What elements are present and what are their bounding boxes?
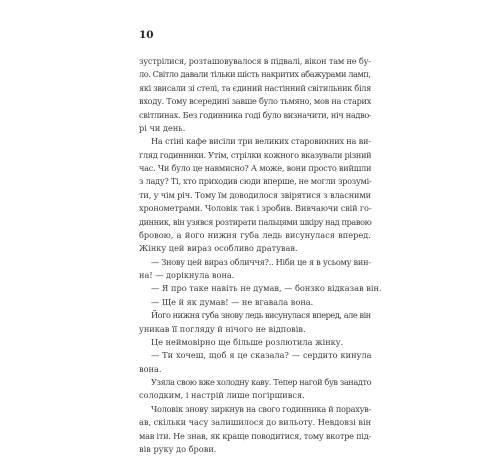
page-number: 10 — [139, 29, 154, 41]
text-line: час. Чи було це навмисно? А може, вони просто вийшли — [139, 163, 372, 173]
text-line: бровою, а його нижня губа ледь висунулася вперед. — [139, 229, 371, 240]
text-line: динник, він узявся розтирати пальцями шкіру над правою — [139, 216, 372, 227]
text-line: Його нижня губа знову ледь висунулася вперед, але він — [151, 310, 371, 321]
text-line: Жінку цей вираз особливо дратував. — [139, 243, 298, 254]
text-line: світлинах. Без годинника годі було визначити, ніч надво- — [139, 109, 372, 120]
text-line: — Ще й як думав! — не вгавала вона. — [151, 296, 314, 307]
text-line: ав, скільки часу залишилося до вильоту. Невдовзі він — [139, 417, 372, 428]
text-line: — Я про таке навіть не думав, — бонзко відказав він. — [151, 283, 382, 294]
text-line: — Ти хочеш, щоб я це сказала? — сердито кинула — [151, 350, 372, 361]
text-line: гляд годинники. Утім, стрілки кожного вказували різний — [139, 149, 372, 160]
text-line: — Знову цей вираз обличчя?.. Ніби це я в усьому вин- — [151, 256, 371, 267]
text-line: ло. Світло давали тільки шість накритих абажурами ламп, — [139, 69, 371, 80]
text-line: солодким, і настрій лише погіршився. — [139, 390, 305, 401]
text-line: на! — дорікнула вона. — [139, 270, 235, 280]
text-line: Це неймовірно ще більше розлютила жінку. — [151, 336, 344, 347]
text-line: Узяла свою вже холодну каву. Тепер нагой був занадто — [151, 377, 372, 387]
text-line: вона. — [139, 363, 162, 374]
text-line: На стіні кафе висіли три великих старовинних на ви- — [151, 136, 371, 147]
text-line: мав іти. Не знав, як краще поводитися, тому вкотре під- — [139, 430, 372, 441]
text-line: хронометрами. Чоловік так і зробив. Вивчаючи свій го- — [139, 203, 372, 214]
text-line: з ладу? Ті, хто приходив сюди вперше, не могли зрозумі- — [139, 176, 372, 187]
text-line: рі чи день. — [139, 122, 186, 133]
text-line: Чоловік знову зиркнув на свого годинника й порахув- — [151, 403, 371, 414]
text-line: входу. Тому всередині завше було тьмяно, мов на старих — [139, 96, 372, 107]
text-line: вів руку до брови. — [139, 443, 217, 454]
text-line: зустрілися, розташовувалося в підвалі, вікон там не бу- — [139, 56, 371, 66]
text-line: які звисали зі стелі, та єдиний настінний світильник біля — [139, 82, 372, 93]
text-line: ти, у чім річ. Тому їм доводилося звірятися з власними — [139, 189, 371, 200]
body-text — [139, 55, 382, 456]
text-line: уникав її погляду й нічого не відповів. — [139, 323, 306, 334]
